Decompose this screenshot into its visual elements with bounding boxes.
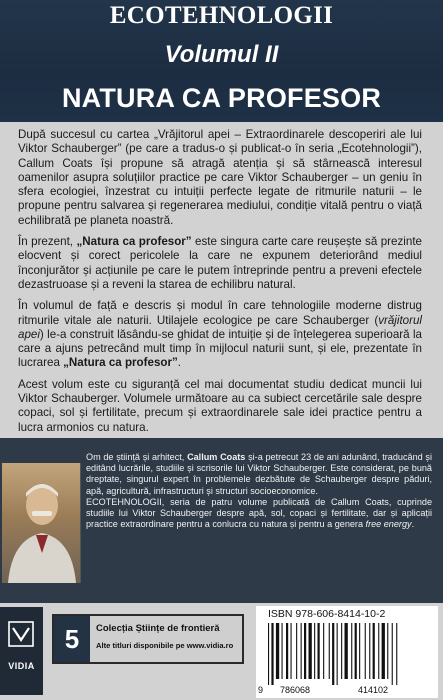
series-name: ECOTEHNOLOGII [109, 2, 334, 29]
barcode-bar [268, 623, 269, 685]
collection-number: 5 [54, 616, 90, 662]
header-band [0, 0, 443, 122]
author-name: Callum Coats [187, 452, 246, 462]
barcode-bar [332, 623, 334, 685]
barcode-bar [378, 623, 379, 679]
description-paragraph-1: După succesul cu cartea „Vrăjitorul apei – Extraordinarele descoperiri ale lui Viktor Schauberger” (pe care a tradus-o și publicat-o în seria „Ecotehnologii”), Callum Coats își propune să atragă atenția și să stârnească interesul oamenilor asupra soluțiilor practice pe care Viktor Schauberger – un geniu în sfera ecologiei, înzestrat cu intuiții perfecte legate de ritmurile naturii – le propune pentru salvarea și regenerarea mediului, condiție vitală pentru o viață echilibrată pe planeta noastră. [18, 128, 422, 227]
barcode-bar [318, 623, 320, 679]
description-paragraph-3: În volumul de față e descris și modul în care tehnologiile moderne distrug ritmurile vitale ale naturii. Utilajele ecologice pe care Schauberger (vrăjitorul apei) le-a construit lăsându-se ghidat de intuiție și de înțelegerea superioară la care a ajuns petrecând mult timp în mijlocul naturii sunt, și ele, prezentate în lucrarea „Natura ca profesor”. [18, 299, 422, 370]
description [18, 128, 422, 442]
barcode-bar [396, 623, 397, 685]
barcode-bar [392, 623, 393, 685]
barcode-digit-first: 9 [258, 685, 264, 695]
collection-website: Alte titluri disponibile pe www.vidia.ro [96, 641, 234, 650]
vidia-logo-icon [8, 621, 34, 647]
barcode-bar [271, 623, 273, 685]
barcode-bar [291, 623, 292, 679]
book-title-mention: „Natura ca profesor” [63, 356, 178, 370]
author-bio [86, 452, 432, 530]
barcode-bar [351, 623, 352, 679]
volume-label: Volumul II [164, 41, 279, 68]
barcode-block [256, 606, 438, 698]
barcode-bar [309, 623, 312, 679]
barcode-bar [382, 623, 385, 679]
description-paragraph-4: Acest volum este cu siguranță cel mai documentat studiu dedicat muncii lui Viktor Schauberger. Volumele următoare au ca subiect cercetările sale despre copaci, sol și fertilitate, precum și extraordinarele sale idei practice pentru a lucra armonios cu natura. [18, 377, 422, 434]
barcode-bar [355, 623, 357, 679]
barcode-bar [304, 623, 306, 679]
barcode-bar [301, 623, 302, 679]
barcode-icon [266, 623, 428, 685]
barcode-bar [323, 623, 324, 679]
barcode-bar [373, 623, 375, 679]
barcode-bar [296, 623, 297, 679]
barcode-bar [337, 623, 338, 685]
barcode-bar [286, 623, 288, 679]
barcode-bar [345, 623, 348, 679]
book-title: NATURA CA PROFESOR [61, 83, 382, 113]
barcode-digits-left: 786068 [280, 685, 311, 695]
barcode-bar [329, 623, 330, 679]
book-title-mention: „Natura ca profesor” [76, 235, 192, 249]
barcode-bar [387, 623, 388, 679]
collection-box [52, 614, 244, 664]
barcode-bar [369, 623, 370, 679]
barcode-digits-right: 414102 [358, 685, 389, 695]
collection-title: Colecția Științe de frontieră [96, 623, 220, 634]
barcode-bar [282, 623, 283, 679]
publisher-name: VIDIA [8, 661, 35, 671]
barcode-bar [365, 623, 366, 679]
author-photo [2, 463, 81, 583]
publisher-logo [0, 607, 43, 695]
author-bio-paragraph: Om de știință și arhitect, Callum Coats și-a petrecut 23 de ani adunând, traducând și editând lucrările, studiile și scrisorile lui Viktor Schauberger. Este considerat, pe bună dreptate, singurul expert în problemele dezbătute de Schauberger despre păduri, apă, agricultură, infrastructuri și structuri socioeconomice. [86, 452, 432, 496]
barcode-bar [276, 623, 279, 679]
isbn: ISBN 978-606-8414-10-2 [268, 608, 386, 620]
description-paragraph-2: În prezent, „Natura ca profesor” este singura carte care reușește să prezinte elocvent și corect pericolele la care ne expunem deteriorând mediul înconjurător și acțiunile pe care le putem întreprinde pentru a preveni efectele dezastruoase și a reveni la starea de echilibru natural. [18, 235, 422, 291]
barcode-bar [359, 623, 360, 679]
barcode-bar [341, 623, 342, 679]
barcode-bar [314, 623, 315, 679]
series-bio-paragraph: ECOTEHNOLOGII, seria de patru volume publicată de Callum Coats, cuprinde studiile lui Viktor Schauberger despre apă, sol, copaci și fertilitate, dar și aplicații practice extraordinare pentru a conlucra cu natura și pentru a genera free energy. [86, 496, 432, 530]
